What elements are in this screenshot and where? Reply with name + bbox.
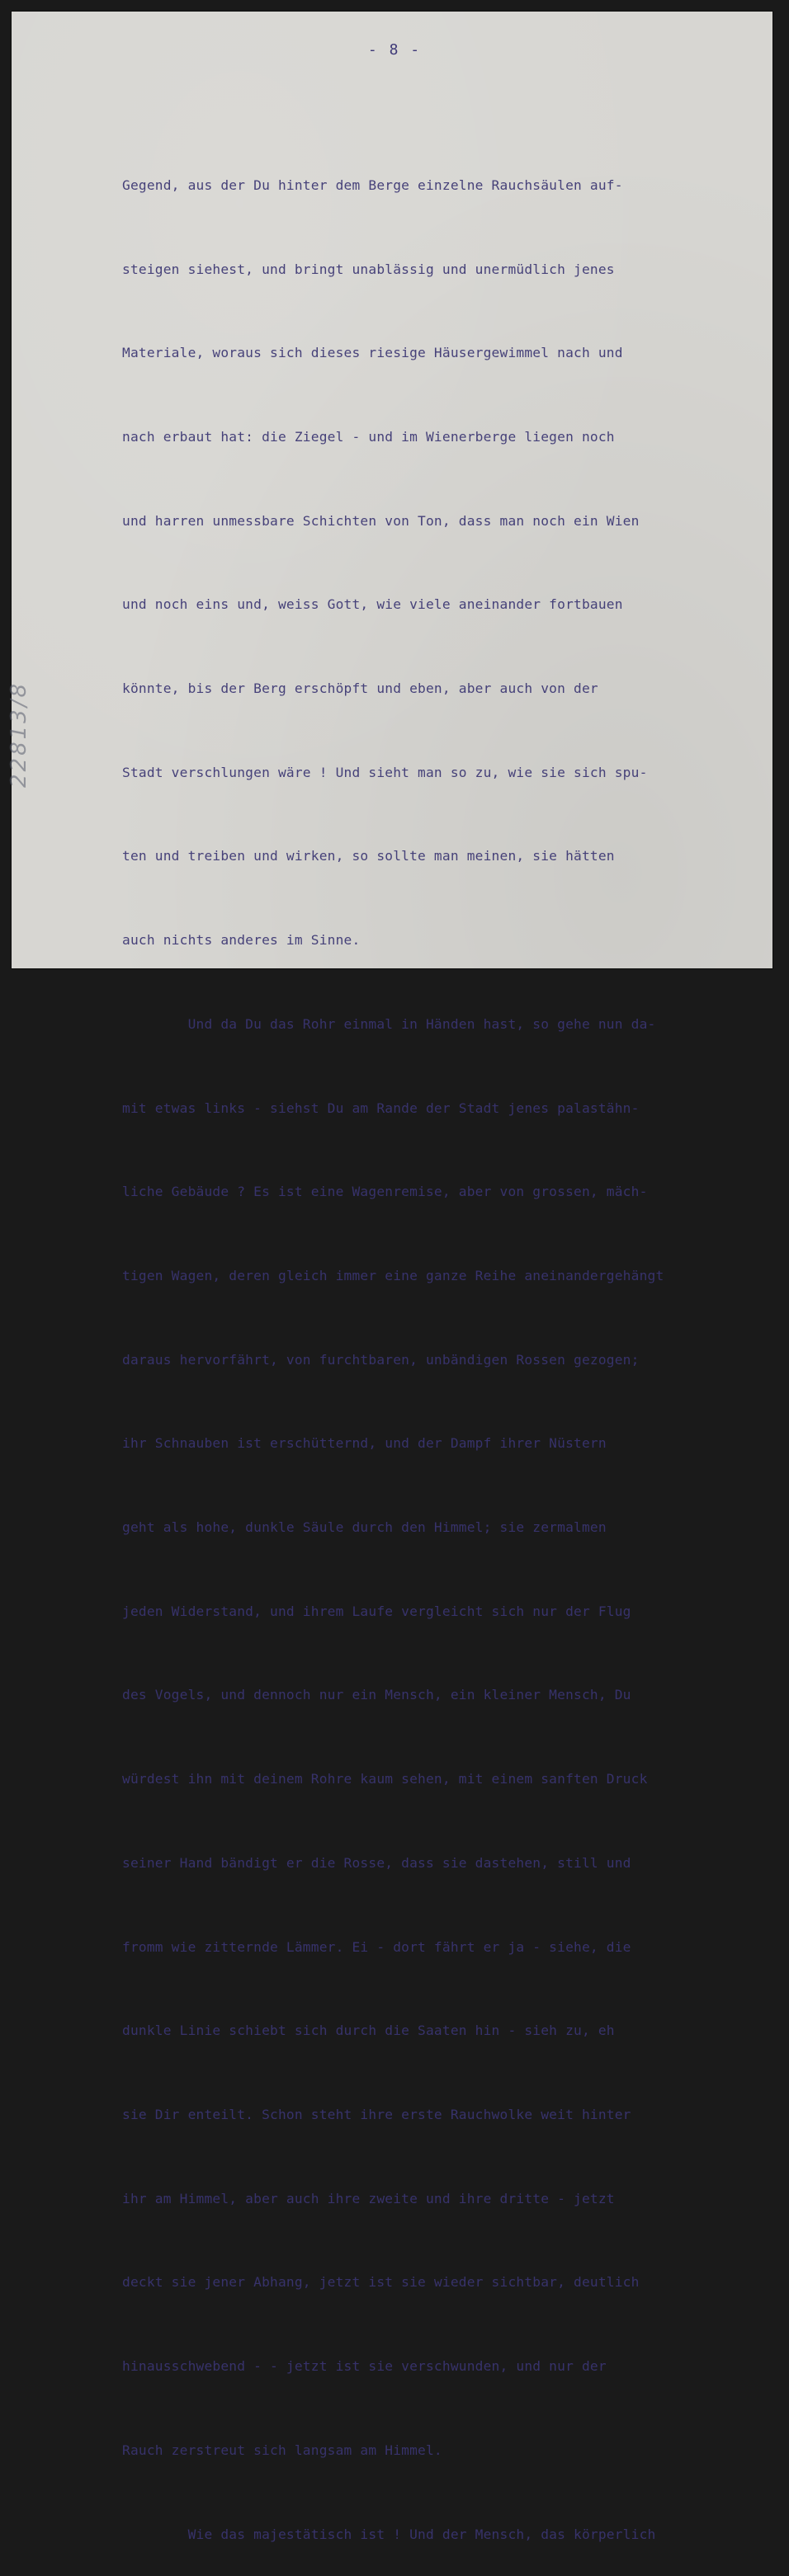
text-line: könnte, bis der Berg erschöpft und eben, aber auch von der (122, 680, 598, 697)
text-line: dunkle Linie schiebt sich durch die Saaten hin - sieh zu, eh (122, 2023, 615, 2039)
text-line: Materiale, woraus sich dieses riesige Häusergewimmel nach und (122, 345, 623, 361)
text-line: Gegend, aus der Du hinter dem Berge einzelne Rauchsäulen auf- (122, 177, 623, 193)
page-number: - 8 - (367, 41, 422, 59)
archive-pencil-note: 22813/8 (7, 680, 31, 788)
text-line: würdest ihn mit deinem Rohre kaum sehen, mit einem sanften Druck (122, 1771, 648, 1787)
text-line: seiner Hand bändigt er die Rosse, dass sie dastehen, still und (122, 1854, 631, 1871)
text-line: sie Dir enteilt. Schon steht ihre erste Rauchwolke weit hinter (122, 2106, 631, 2122)
text-line: deckt sie jener Abhang, jetzt ist sie wieder sichtbar, deutlich (122, 2274, 640, 2291)
text-line: liche Gebäude ? Es ist eine Wagenremise, aber von grossen, mäch- (122, 1184, 648, 1200)
text-line: und harren unmessbare Schichten von Ton, dass man noch ein Wien (122, 512, 640, 529)
text-line: tigen Wagen, deren gleich immer eine ganze Reihe aneinandergehängt (122, 1267, 664, 1283)
text-line: fromm wie zitternde Lämmer. Ei - dort fährt er ja - siehe, die (122, 1938, 631, 1955)
text-line: des Vogels, und dennoch nur ein Mensch, ein kleiner Mensch, Du (122, 1687, 631, 1703)
text-line: hinausschwebend - - jetzt ist sie verschwunden, und nur der (122, 2358, 607, 2375)
text-line: Rauch zerstreut sich langsam am Himmel. (122, 2442, 442, 2458)
text-line: ihr Schnauben ist erschütternd, und der Dampf ihrer Nüstern (122, 1435, 607, 1452)
text-line: daraus hervorfährt, von furchtbaren, unbändigen Rossen gezogen; (122, 1351, 640, 1368)
text-line: Und da Du das Rohr einmal in Händen hast, so gehe nun da- (122, 1015, 656, 1032)
text-line: ihr am Himmel, aber auch ihre zweite und ihre dritte - jetzt (122, 2190, 615, 2206)
text-line: jeden Widerstand, und ihrem Laufe vergleicht sich nur der Flug (122, 1603, 631, 1619)
text-line: Wie das majestätisch ist ! Und der Mensch, das körperlich (122, 2526, 656, 2542)
text-line: und noch eins und, weiss Gott, wie viele aneinander fortbauen (122, 596, 623, 613)
typed-text-body (122, 115, 782, 2576)
text-line: geht als hohe, dunkle Säule durch den Himmel; sie zermalmen (122, 1519, 607, 1536)
text-line: nach erbaut hat: die Ziegel - und im Wienerberge liegen noch (122, 428, 615, 445)
text-line: auch nichts anderes im Sinne. (122, 932, 361, 949)
text-line: mit etwas links - siehst Du am Rande der Stadt jenes palastähn- (122, 1100, 640, 1116)
text-line: Stadt verschlungen wäre ! Und sieht man so zu, wie sie sich spu- (122, 764, 648, 780)
text-line: ten und treiben und wirken, so sollte man meinen, sie hätten (122, 848, 615, 864)
text-line: steigen siehest, und bringt unablässig und unermüdlich jenes (122, 261, 615, 277)
